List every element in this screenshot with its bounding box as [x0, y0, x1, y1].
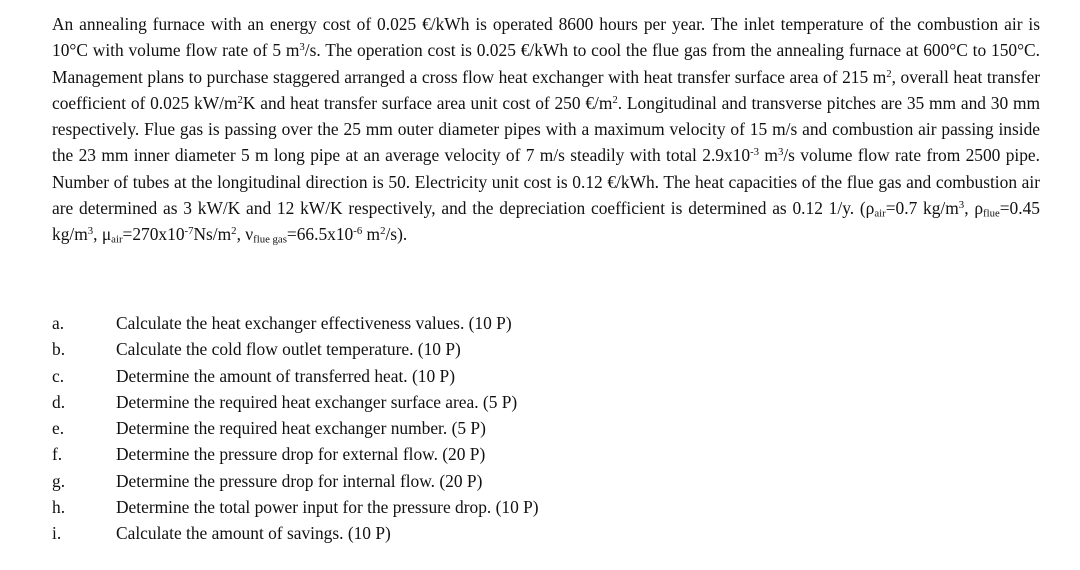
question-text: Determine the required heat exchanger number. (5 P) [116, 418, 486, 439]
subscript: flue [983, 207, 1000, 220]
question-letter: e. [52, 418, 65, 439]
problem-text: , ρ [964, 198, 983, 219]
question-text: Calculate the heat exchanger effectiveness values. (10 P) [116, 313, 512, 333]
question-text: Determine the amount of transferred heat. (10 P) [116, 365, 455, 386]
problem-text: , ν [236, 224, 254, 245]
question-letter: a. [52, 313, 65, 333]
question-letter: b. [52, 339, 66, 360]
superscript: -6 [353, 225, 363, 238]
problem-statement [52, 11, 1040, 248]
question-text: Determine the total power input for the pressure drop. (10 P) [116, 497, 539, 518]
question-item [52, 468, 539, 494]
problem-text: /s volume flow rate from 2500 pipe. Number of tubes at the longitudinal direction is 50. Electricity unit cost is 0.12 €/kWh. The heat capacities of the flue gas and combustion air are determined as 3 kW/K and 12 kW/K respectively, and the depreciation coefficient is determined as 0.12 1/y. (ρ [52, 145, 1041, 219]
problem-text: m [759, 145, 778, 166]
subscript: flue gas [253, 234, 287, 247]
question-list [52, 310, 539, 547]
question-item [52, 389, 539, 415]
superscript: 2 [237, 93, 243, 106]
problem-text: An annealing furnace with an energy cost of 0.025 €/kWh is operated 8600 hours per year. The inlet temperature of the combustion air is 10°C with volume flow rate of 5 m [52, 14, 1040, 61]
problem-text: . Longitudinal and transverse pitches are 35 mm and 30 mm respectively. Flue gas is passing over the 25 mm outer diameter pipes with a maximum velocity of 15 m/s and combustion air passing inside the 23 mm inner diameter 5 m long pipe at an average velocity of 7 m/s steadily with total 2.9x10 [52, 92, 1041, 166]
question-item [52, 336, 539, 362]
question-text: Calculate the cold flow outlet temperature. (10 P) [116, 339, 461, 360]
problem-text: m [362, 224, 381, 245]
superscript: -7 [184, 225, 194, 238]
problem-text: =0.45 kg/m [52, 198, 1040, 245]
problem-text: =66.5x10 [286, 224, 354, 245]
superscript: 3 [958, 199, 965, 212]
problem-text: =270x10 [122, 224, 185, 245]
superscript: -3 [750, 146, 760, 159]
question-item [52, 494, 539, 520]
question-letter: d. [52, 391, 66, 412]
question-item [52, 415, 539, 441]
superscript: 3 [777, 146, 784, 159]
superscript: 2 [380, 225, 386, 238]
question-text: Determine the pressure drop for internal flow. (20 P) [116, 470, 483, 491]
question-item [52, 441, 539, 467]
superscript: 3 [299, 41, 305, 54]
subscript: air [874, 207, 886, 220]
question-item [52, 363, 539, 389]
problem-text: , overall heat transfer coefficient of 0.025 kW/m [52, 66, 1040, 113]
question-letter: i. [52, 523, 62, 544]
question-letter: h. [52, 497, 66, 518]
question-letter: f. [52, 444, 63, 465]
superscript: 3 [87, 225, 94, 238]
question-letter: g. [52, 470, 66, 491]
question-text: Determine the required heat exchanger surface area. (5 P) [116, 391, 518, 412]
question-text: Determine the pressure drop for external flow. (20 P) [116, 444, 486, 465]
question-item [52, 310, 539, 336]
superscript: 2 [886, 67, 892, 80]
problem-text: /s. The operation cost is 0.025 €/kWh to cool the flue gas from the annealing furnace at 600°C to 150°C. Management plans to purchase staggered arranged a cross flow heat exchanger with heat transfer surface area of 215 m [52, 40, 1040, 87]
problem-text: Ns/m [193, 224, 232, 245]
problem-text: K and heat transfer surface area unit cost of 250 €/m [242, 92, 613, 113]
subscript: air [111, 234, 123, 247]
problem-text: , μ [93, 224, 112, 245]
problem-text: =0.7 kg/m [885, 198, 959, 219]
question-item [52, 520, 539, 546]
question-text: Calculate the amount of savings. (10 P) [116, 523, 391, 544]
question-letter: c. [52, 365, 65, 386]
superscript: 2 [612, 93, 618, 106]
problem-text: /s). [385, 224, 408, 245]
superscript: 2 [231, 225, 237, 238]
